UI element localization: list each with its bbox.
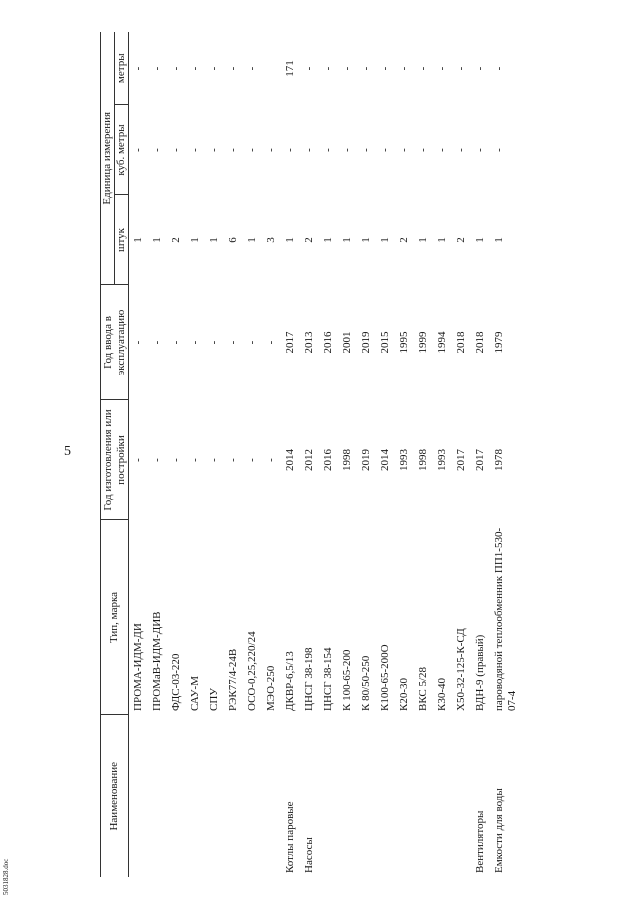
cell-type: К100-65-200О <box>379 644 391 711</box>
cell-cubic-meters: - <box>151 148 163 152</box>
cell-type: К 80/50-250 <box>360 655 372 711</box>
cell-name <box>148 715 167 877</box>
cell-meters: - <box>455 66 467 71</box>
cell-made-year: 1993 <box>436 449 448 471</box>
table-row <box>338 32 357 877</box>
cell-commission-year: 1995 <box>398 331 410 354</box>
cell-pieces: 3 <box>265 237 277 243</box>
cell-cubic-meters: - <box>474 148 486 152</box>
cell-name <box>395 715 414 877</box>
cell-type: К20-30 <box>398 678 410 711</box>
cell-made-year: 1998 <box>341 449 353 471</box>
cell-pieces: 2 <box>455 237 467 243</box>
cell-meters: - <box>436 66 448 71</box>
cell-commission-year: 2016 <box>322 331 334 354</box>
cell-meters: - <box>474 66 486 71</box>
header-pcs: штук <box>115 195 129 285</box>
cell-commission-year: - <box>227 340 239 345</box>
cell-pieces: 1 <box>341 237 353 243</box>
table-row <box>186 32 205 877</box>
cell-name <box>167 715 186 877</box>
cell-meters: - <box>227 66 239 71</box>
header-row-1 <box>101 32 115 877</box>
cell-commission-year: - <box>208 340 220 345</box>
cell-commission-year: - <box>265 340 277 345</box>
cell-type: ФДС-03-220 <box>170 653 182 711</box>
cell-name <box>338 715 357 877</box>
table-row <box>471 32 490 877</box>
table-row <box>395 32 414 877</box>
cell-cubic-meters: - <box>132 148 144 152</box>
cell-pieces: 2 <box>170 237 182 243</box>
cell-made-year: - <box>246 458 258 462</box>
header-type: Тип, марка <box>101 520 129 715</box>
cell-commission-year: - <box>132 340 144 345</box>
table-row <box>357 32 376 877</box>
cell-name <box>186 715 205 877</box>
cell-cubic-meters: - <box>227 148 239 152</box>
cell-pieces: 1 <box>474 237 486 243</box>
cell-name <box>319 715 338 877</box>
cell-name: Емкости для воды <box>493 788 505 873</box>
cell-meters: - <box>322 66 334 71</box>
cell-meters: - <box>303 66 315 71</box>
cell-meters: - <box>246 66 258 71</box>
cell-made-year: 1993 <box>398 449 410 471</box>
cell-type: МЭО-250 <box>265 665 277 711</box>
cell-commission-year: - <box>151 340 163 345</box>
cell-made-year: 1978 <box>493 449 505 471</box>
cell-cubic-meters: - <box>322 148 334 152</box>
cell-pieces: 1 <box>493 237 505 243</box>
cell-type: ЦНСГ 38-198 <box>303 647 315 711</box>
cell-pieces: 1 <box>417 237 429 243</box>
cell-made-year: - <box>227 458 239 462</box>
cell-pieces: 2 <box>398 237 410 243</box>
page-number: 5 <box>64 444 71 459</box>
cell-meters: - <box>189 66 201 71</box>
cell-cubic-meters: - <box>265 148 277 152</box>
cell-made-year: - <box>170 458 182 462</box>
cell-type: ВКС 5/28 <box>417 666 429 711</box>
cell-cubic-meters: - <box>493 148 505 152</box>
cell-cubic-meters: - <box>379 148 391 152</box>
cell-made-year: 2016 <box>322 449 334 471</box>
cell-cubic-meters: - <box>417 148 429 152</box>
cell-made-year: - <box>189 458 201 462</box>
table-row <box>224 32 243 877</box>
cell-meters: - <box>379 66 391 71</box>
cell-meters: - <box>417 66 429 71</box>
cell-type: ПРОМаВ-ИДМ-ДИВ <box>151 611 163 711</box>
table-row <box>414 32 433 877</box>
cell-commission-year: 1979 <box>493 331 505 354</box>
cell-name <box>129 715 149 877</box>
cell-type: К30-40 <box>436 678 448 711</box>
cell-name <box>414 715 433 877</box>
header-name: Наименование <box>101 715 129 877</box>
cell-made-year: - <box>265 458 277 462</box>
cell-cubic-meters: - <box>189 148 201 152</box>
cell-made-year: - <box>151 458 163 462</box>
cell-made-year: 1998 <box>417 449 429 471</box>
table-row <box>205 32 224 877</box>
cell-meters: - <box>398 66 410 71</box>
cell-pieces: 1 <box>322 237 334 243</box>
cell-pieces: 1 <box>189 237 201 243</box>
cell-type: К 100-65-200 <box>341 649 353 711</box>
cell-meters: - <box>208 66 220 71</box>
table-row <box>300 32 319 877</box>
cell-name: Вентиляторы <box>474 810 486 873</box>
cell-name <box>205 715 224 877</box>
cell-type: СПУ <box>208 687 220 711</box>
cell-type: РЭК77/4-24В <box>227 648 239 711</box>
cell-meters <box>262 32 281 105</box>
cell-name: Насосы <box>303 837 315 873</box>
cell-commission-year: 1994 <box>436 331 448 354</box>
cell-commission-year: 2015 <box>379 331 391 354</box>
cell-cubic-meters: - <box>398 148 410 152</box>
rotated-table-sheet <box>100 32 640 877</box>
cell-commission-year: 2018 <box>455 331 467 354</box>
cell-name <box>243 715 262 877</box>
cell-pieces: 2 <box>303 237 315 243</box>
cell-cubic-meters: - <box>284 148 296 152</box>
cell-type: Х50-32-125-К-СД <box>455 628 467 711</box>
cell-commission-year: 2001 <box>341 331 353 354</box>
cell-meters: - <box>132 66 144 71</box>
cell-meters: - <box>341 66 353 71</box>
header-unit-group: Единица измерения <box>101 32 115 285</box>
table-row <box>243 32 262 877</box>
cell-commission-year: - <box>246 340 258 345</box>
cell-made-year: 2014 <box>379 449 391 471</box>
cell-name <box>262 715 281 877</box>
cell-commission-year: - <box>189 340 201 345</box>
cell-name <box>376 715 395 877</box>
table-row <box>490 32 522 877</box>
cell-type: ЦНСГ 38-154 <box>322 647 334 711</box>
cell-pieces: 1 <box>208 237 220 243</box>
table-row <box>452 32 471 877</box>
cell-meters: 171 <box>284 60 296 77</box>
cell-commission-year: - <box>170 340 182 345</box>
table-row <box>129 32 149 877</box>
cell-name: Котлы паровые <box>284 801 296 873</box>
cell-cubic-meters: - <box>455 148 467 152</box>
cell-name <box>224 715 243 877</box>
cell-commission-year: 2019 <box>360 331 372 354</box>
cell-pieces: 1 <box>284 237 296 243</box>
cell-pieces: 6 <box>227 237 239 243</box>
table-row <box>433 32 452 877</box>
cell-pieces: 1 <box>360 237 372 243</box>
cell-commission-year: 2017 <box>284 331 296 354</box>
cell-cubic-meters: - <box>170 148 182 152</box>
cell-cubic-meters: - <box>208 148 220 152</box>
table-row <box>262 32 281 877</box>
cell-pieces: 1 <box>151 237 163 243</box>
cell-made-year: - <box>208 458 220 462</box>
cell-cubic-meters: - <box>341 148 353 152</box>
header-commissioned: Год ввода в эксплуатацию <box>101 285 129 400</box>
footer-filename: 5031828.doc <box>2 858 10 895</box>
cell-cubic-meters: - <box>246 148 258 152</box>
cell-cubic-meters: - <box>303 148 315 152</box>
cell-commission-year: 2013 <box>303 331 315 354</box>
header-m3: куб. метры <box>115 105 129 195</box>
cell-made-year: 2019 <box>360 449 372 471</box>
table-row <box>376 32 395 877</box>
cell-type: ДКВР-6,5/13 <box>284 651 296 711</box>
cell-meters: - <box>360 66 372 71</box>
cell-pieces: 1 <box>379 237 391 243</box>
cell-type: пароводяной теплообменник ПП1-530-07-4 <box>493 527 518 711</box>
cell-commission-year: 2018 <box>474 331 486 354</box>
cell-name <box>452 715 471 877</box>
cell-pieces: 1 <box>436 237 448 243</box>
cell-type: ВДН-9 (правый) <box>474 634 486 711</box>
cell-type: ОСО-0,25,220/24 <box>246 631 258 711</box>
cell-pieces: 1 <box>246 237 258 243</box>
cell-made-year: 2012 <box>303 449 315 471</box>
cell-made-year: 2014 <box>284 449 296 471</box>
cell-name <box>357 715 376 877</box>
table-body <box>129 32 523 877</box>
cell-cubic-meters: - <box>360 148 372 152</box>
table-row <box>281 32 300 877</box>
header-made: Год изготовления или постройки <box>101 400 129 520</box>
cell-made-year: 2017 <box>455 449 467 471</box>
cell-type: САУ-М <box>189 676 201 711</box>
cell-pieces: 1 <box>132 237 144 243</box>
table-row <box>319 32 338 877</box>
cell-meters: - <box>151 66 163 71</box>
cell-commission-year: 1999 <box>417 331 429 354</box>
table-row <box>167 32 186 877</box>
equipment-table <box>100 32 522 877</box>
cell-name <box>433 715 452 877</box>
table-row <box>148 32 167 877</box>
cell-meters: - <box>170 66 182 71</box>
cell-meters: - <box>493 66 505 71</box>
cell-made-year: - <box>132 458 144 462</box>
cell-type: ПРОМА-ИДМ-ДИ <box>132 623 144 711</box>
header-m: метры <box>115 32 129 105</box>
cell-made-year: 2017 <box>474 449 486 471</box>
cell-cubic-meters: - <box>436 148 448 152</box>
